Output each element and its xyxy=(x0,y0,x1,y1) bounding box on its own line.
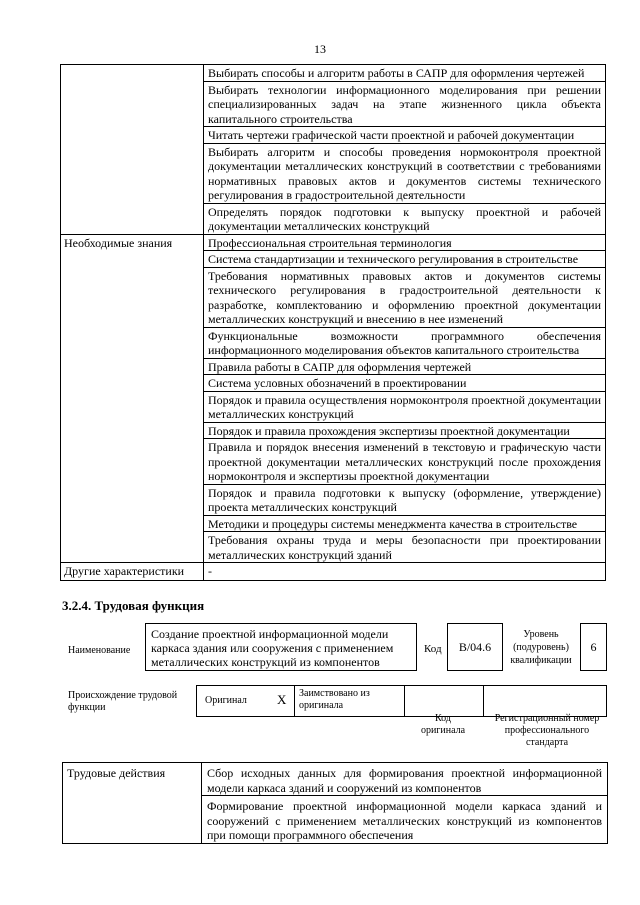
row-label: Трудовые действия xyxy=(63,763,202,844)
origin-label: Происхождение трудовой функции xyxy=(68,690,178,713)
row-text: Правила и порядок внесения изменений в текстовую и графическую части проектной документации металлических конструкций после прохождения нормоконтроля и экспертизы проектной документации xyxy=(204,439,606,485)
row-text: Порядок и правила прохождения экспертизы проектной документации xyxy=(204,422,606,439)
row-text: Система условных обозначений в проектировании xyxy=(204,375,606,392)
row-text: Выбирать технологии информационного моделирования при решении специализированных задач на этапе жизненного цикла объекта капитального строительства xyxy=(204,81,606,127)
origin-code-caption: Код оригинала xyxy=(420,713,466,736)
table-row xyxy=(63,763,608,796)
origin-original-mark: X xyxy=(277,692,287,707)
name-label: Наименование xyxy=(68,645,131,656)
row-text: Профессиональная строительная терминология xyxy=(204,234,606,251)
row-text: Требования нормативных правовых актов и документов системы технического регулирования в градостроительной деятельности к разработке, комплектованию и оформлению проектной документации металлических конструкций и внесению в нее изменений xyxy=(204,267,606,327)
table-row xyxy=(61,563,606,581)
page-number: 13 xyxy=(314,42,326,56)
origin-borrowed-box xyxy=(294,685,405,717)
origin-original-box xyxy=(196,685,295,717)
function-code-value: B/04.6 xyxy=(458,640,492,654)
row-text: Определять порядок подготовки к выпуску проектной и рабочей документации металлических конструкций xyxy=(204,203,606,234)
row-text: Сбор исходных данных для формирования проектной информационной модели каркаса зданий и сооружений из компонентов xyxy=(202,763,608,796)
row-text: Правила работы в САПР для оформления чертежей xyxy=(204,358,606,375)
row-text: - xyxy=(204,563,606,581)
row-label xyxy=(61,65,204,235)
table-row xyxy=(61,65,606,82)
level-value: 6 xyxy=(590,640,597,654)
row-text: Выбирать способы и алгоритм работы в САПР для оформления чертежей xyxy=(204,65,606,82)
row-text: Формирование проектной информационной модели каркаса зданий и сооружений с применением металлических конструкций из компонентов при помощи программного обеспечения xyxy=(202,796,608,844)
section-title: 3.2.4. Трудовая функция xyxy=(62,598,205,613)
origin-reg-caption: Регистрационный номер профессионального стандарта xyxy=(494,713,600,748)
row-text: Порядок и правила осуществления нормоконтроля проектной документации металлических конструкций xyxy=(204,391,606,422)
row-text: Система стандартизации и технического регулирования в строительстве xyxy=(204,251,606,268)
origin-borrowed-label: Заимствовано из оригинала xyxy=(299,688,370,711)
level-label: Уровень (подуровень) квалификации xyxy=(510,629,572,666)
row-label: Другие характеристики xyxy=(61,563,204,581)
row-label: Необходимые знания xyxy=(61,234,204,563)
row-text: Читать чертежи графической части проектной и рабочей документации xyxy=(204,127,606,144)
skills-knowledge-table xyxy=(60,64,606,581)
origin-original-label: Оригинал xyxy=(205,695,247,706)
row-text: Методики и процедуры системы менеджмента качества в строительстве xyxy=(204,515,606,532)
table-row xyxy=(61,234,606,251)
function-name-box xyxy=(145,623,417,671)
function-name-value: Создание проектной информационной модели каркаса здания или сооружения с применением металлических конструкций из компонентов xyxy=(151,627,394,669)
row-text: Требования охраны труда и меры безопасности при проектировании металлических конструкций зданий xyxy=(204,532,606,563)
labor-actions-table xyxy=(62,762,608,844)
row-text: Порядок и правила подготовки к выпуску (оформление, утверждение) проекта металлических конструкций xyxy=(204,484,606,515)
row-text: Функциональные возможности программного обеспечения информационного моделирования объектов капитального строительства xyxy=(204,327,606,358)
row-text: Выбирать алгоритм и способы проведения нормоконтроля проектной документации металлических конструкций в соответствии с требованиями нормативных правовых актов и документов системы технического регулирования в градостроительной деятельности xyxy=(204,143,606,203)
code-label: Код xyxy=(424,643,442,655)
function-code-box xyxy=(447,623,503,671)
level-box xyxy=(580,623,607,671)
